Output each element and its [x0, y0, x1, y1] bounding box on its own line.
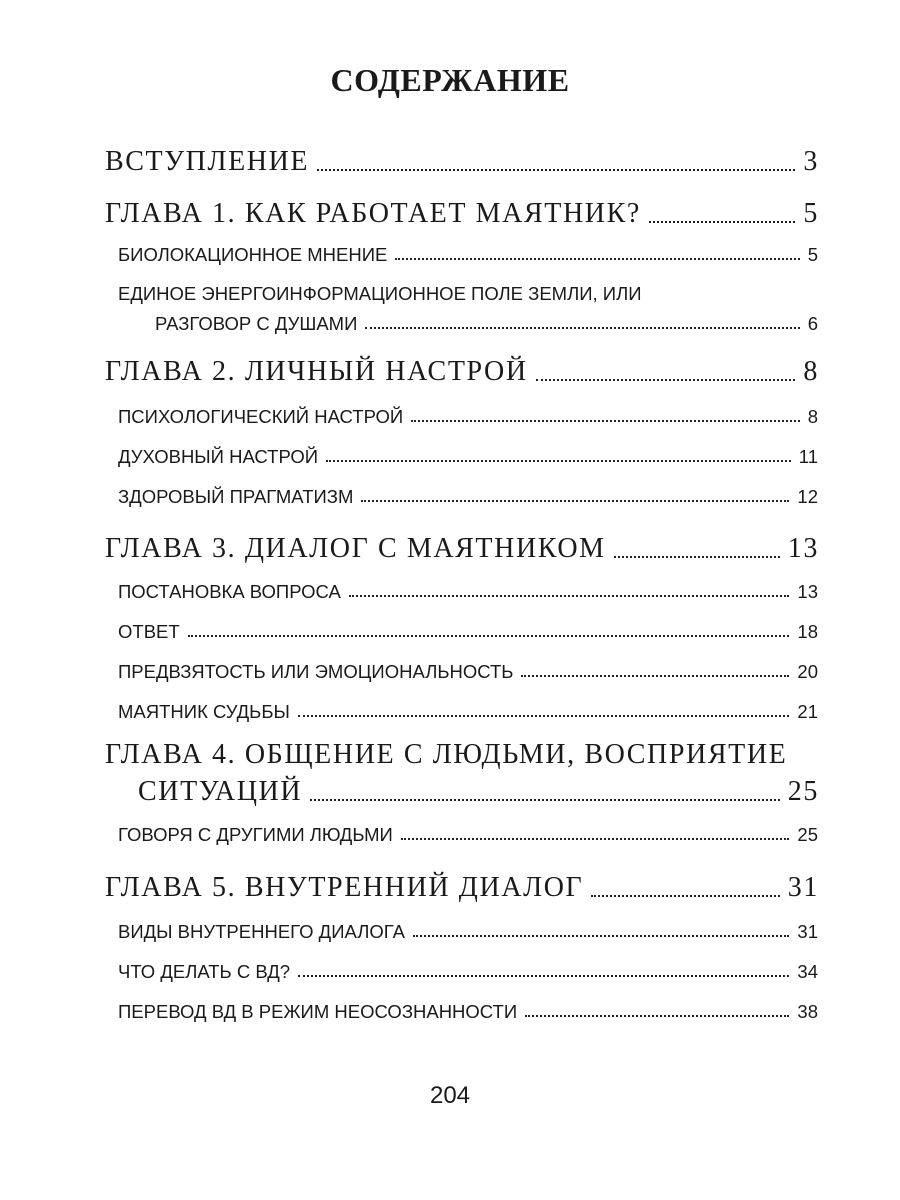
- dot-leader: [401, 838, 790, 840]
- toc-entry-section[interactable]: [118, 240, 818, 266]
- toc-page-number: 25: [797, 824, 818, 845]
- dot-leader: [349, 595, 790, 597]
- toc-label: ГЛАВА 5. ВНУТРЕННИЙ ДИАЛОГ: [105, 872, 584, 903]
- toc-entry-chapter-4[interactable]: [138, 772, 819, 808]
- toc-label: СИТУАЦИЙ: [138, 776, 303, 807]
- toc-page-number: 31: [787, 872, 819, 903]
- toc-page-number: 8: [803, 356, 819, 387]
- toc-label: ГЛАВА 2. ЛИЧНЫЙ НАСТРОЙ: [105, 356, 528, 387]
- toc-page-number: 8: [807, 406, 818, 427]
- toc-entry-chapter-2[interactable]: [105, 352, 819, 388]
- toc-entry-chapter-1[interactable]: [105, 194, 819, 230]
- toc-label: ПСИХОЛОГИЧЕСКИЙ НАСТРОЙ: [118, 406, 404, 427]
- dot-leader: [361, 500, 789, 502]
- toc-label: ГЛАВА 3. ДИАЛОГ С МАЯТНИКОМ: [105, 533, 606, 564]
- toc-entry-section[interactable]: [118, 482, 818, 508]
- dot-leader: [525, 1015, 789, 1017]
- toc-entry-chapter-3[interactable]: [105, 529, 819, 565]
- toc-page-number: 12: [797, 486, 818, 507]
- dot-leader: [326, 460, 791, 462]
- toc-entry-section[interactable]: [118, 402, 818, 428]
- dot-leader: [614, 556, 780, 558]
- toc-label: МАЯТНИК СУДЬБЫ: [118, 701, 290, 722]
- toc-entry-section[interactable]: [118, 577, 818, 603]
- toc-entry-section[interactable]: [155, 309, 818, 335]
- toc-entry-chapter-5[interactable]: [105, 868, 819, 904]
- toc-label: ПОСТАНОВКА ВОПРОСА: [118, 581, 341, 602]
- toc-page-number: 11: [798, 446, 818, 467]
- dot-leader: [649, 221, 795, 223]
- dot-leader: [298, 975, 789, 977]
- toc-page-number: 25: [787, 776, 819, 807]
- dot-leader: [395, 258, 799, 260]
- toc-entry-section[interactable]: [118, 442, 818, 468]
- toc-chapter-4-line-1[interactable]: ГЛАВА 4. ОБЩЕНИЕ С ЛЮДЬМИ, ВОСПРИЯТИЕ: [105, 739, 788, 770]
- toc-label: ВСТУПЛЕНИЕ: [105, 146, 310, 177]
- toc-label: ДУХОВНЫЙ НАСТРОЙ: [118, 446, 319, 467]
- toc-page-number: 20: [797, 661, 818, 682]
- toc-page-number: 13: [797, 581, 818, 602]
- toc-label: ГЛАВА 1. КАК РАБОТАЕТ МАЯТНИК?: [105, 198, 641, 229]
- dot-leader: [188, 635, 790, 637]
- toc-page-number: 5: [803, 198, 819, 229]
- toc-entry-section[interactable]: [118, 917, 818, 943]
- toc-label: ПЕРЕВОД ВД В РЕЖИМ НЕОСОЗНАННОСТИ: [118, 1001, 518, 1022]
- dot-leader: [591, 895, 779, 897]
- toc-label: ГОВОРЯ С ДРУГИМИ ЛЮДЬМИ: [118, 824, 393, 845]
- dot-leader: [521, 675, 789, 677]
- dot-leader: [310, 799, 780, 801]
- toc-entry-section[interactable]: [118, 957, 818, 983]
- page-title: СОДЕРЖАНИЕ: [330, 62, 570, 98]
- dot-leader: [317, 169, 795, 171]
- toc-label: ЧТО ДЕЛАТЬ С ВД?: [118, 961, 291, 982]
- toc-page-number: 5: [807, 244, 818, 265]
- toc-page-number: 31: [797, 921, 818, 942]
- dot-leader: [411, 420, 799, 422]
- toc-page-number: 38: [797, 1001, 818, 1022]
- toc-page-number: 3: [803, 146, 819, 177]
- toc-label-line-1[interactable]: ЕДИНОЕ ЭНЕРГОИНФОРМАЦИОННОЕ ПОЛЕ ЗЕМЛИ, ИЛИ: [118, 283, 642, 304]
- toc-page-number: 13: [787, 533, 819, 564]
- toc-label: РАЗГОВОР С ДУШАМИ: [155, 313, 358, 334]
- toc-entry-section[interactable]: [118, 697, 818, 723]
- page-number: 204: [429, 1082, 471, 1109]
- toc-page-number: 6: [807, 313, 818, 334]
- toc-page-number: 18: [797, 621, 818, 642]
- toc-entry-section[interactable]: [118, 657, 818, 683]
- toc-page-number: 21: [797, 701, 818, 722]
- toc-entry-section[interactable]: [118, 997, 818, 1023]
- toc-label: ЗДОРОВЫЙ ПРАГМАТИЗМ: [118, 486, 354, 507]
- dot-leader: [413, 935, 790, 937]
- dot-leader: [536, 379, 796, 381]
- toc-label: ОТВЕТ: [118, 621, 180, 642]
- toc-entry-intro[interactable]: [105, 142, 819, 178]
- toc-label: БИОЛОКАЦИОННОЕ МНЕНИЕ: [118, 244, 388, 265]
- dot-leader: [365, 327, 799, 329]
- toc-label: ВИДЫ ВНУТРЕННЕГО ДИАЛОГА: [118, 921, 405, 942]
- toc-page-number: 34: [797, 961, 818, 982]
- toc-entry-section[interactable]: [118, 617, 818, 643]
- toc-label: ПРЕДВЗЯТОСТЬ ИЛИ ЭМОЦИОНАЛЬНОСТЬ: [118, 661, 514, 682]
- dot-leader: [298, 715, 790, 717]
- toc-entry-section[interactable]: [118, 820, 818, 846]
